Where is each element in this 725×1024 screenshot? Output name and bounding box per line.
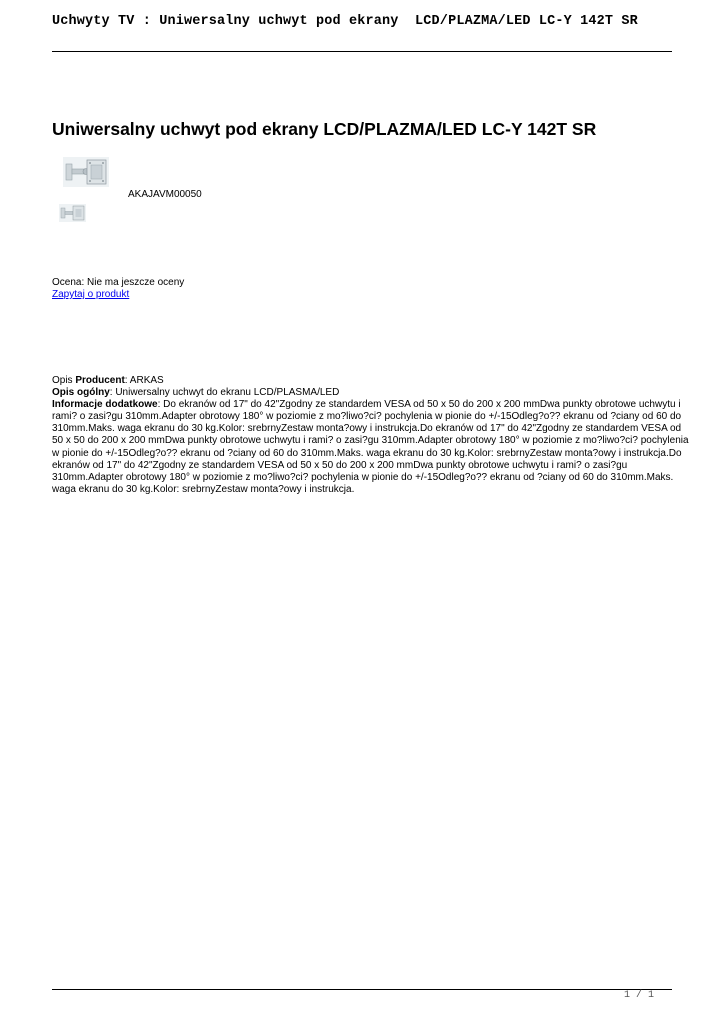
additional-info-text: ekranów od 17" do 42"Zgodny ze standardem VESA od 50 x 50 do 200 x 200 mmDwa punkty obrotowe uchwytu i rami? o zasi?gu xyxy=(52,459,628,471)
vesa-hole xyxy=(89,162,91,164)
product-code: AKAJAVM00050 xyxy=(128,189,202,200)
description-line-producer xyxy=(52,375,674,387)
vesa-hole xyxy=(89,180,91,182)
tv-wall-mount-image[interactable] xyxy=(63,157,109,187)
additional-info-text: 310mm.Maks. waga ekranu do 30 kg.Kolor: srebrnyZestaw monta?owy i instrukcja.Do ekranów od 17" do 42"Zgodny ze standardem VESA od xyxy=(52,423,682,435)
additional-info-text: 50 x 50 do 200 x 200 mmDwa punkty obrotowe uchwytu i rami? o zasi?gu 310mm.Adapter obrotowy 180° w poziomie z mo?liwo?ci? pochylenia xyxy=(52,435,689,447)
additional-info-text: : Do ekranów od 17" do 42"Zgodny ze standardem VESA od 50 x 50 do 200 x 200 mmDwa punkty obrotowe uchwytu i xyxy=(157,399,681,411)
vesa-hole xyxy=(102,162,104,164)
tv-wall-mount-thumbnail[interactable] xyxy=(59,204,86,222)
additional-info-text: rami? o zasi?gu 310mm.Adapter obrotowy 180° w poziomie z mo?liwo?ci? pochylenia w pionie do +/-15Odleg?o?? ekranu od ?ciany od 60 do xyxy=(52,411,682,423)
vesa-plate-inner xyxy=(91,165,102,179)
header-divider xyxy=(52,51,672,52)
general-description-label: Opis ogólny xyxy=(52,387,110,399)
rating-text: Ocena: Nie ma jeszcze oceny xyxy=(52,277,185,288)
wall-plate xyxy=(66,164,72,180)
additional-info-text: waga ekranu do 30 kg.Kolor: srebrnyZestaw monta?owy i instrukcja. xyxy=(52,483,355,495)
product-title: Uniwersalny uchwyt pod ekrany LCD/PLAZMA/LED LC-Y 142T SR xyxy=(52,119,597,139)
page-number: 1 / 1 xyxy=(624,990,655,1001)
additional-info-text: 310mm.Adapter obrotowy 180° w poziomie z mo?liwo?ci? pochylenia w pionie do +/-15Odleg?o?? ekranu od ?ciany od 60 do 310mm.Maks. xyxy=(52,471,674,483)
producer-value: : ARKAS xyxy=(124,375,164,386)
additional-info-text: w pionie do +/-15Odleg?o?? ekranu od ?ciany od 60 do 310mm.Maks. waga ekranu do 30 kg.Kolor: srebrnyZestaw monta?owy i instrukcja.Do xyxy=(52,447,682,459)
opis-prefix: Opis xyxy=(52,375,76,386)
vesa-plate-inner xyxy=(76,209,82,217)
additional-info-label: Informacje dodatkowe xyxy=(52,399,158,411)
general-description-value: : Uniwersalny uchwyt do ekranu LCD/PLASMA/LED xyxy=(109,387,340,399)
page-header: Uchwyty TV : Uniwersalny uchwyt pod ekrany LCD/PLAZMA/LED LC-Y 142T SR xyxy=(52,14,638,29)
ask-about-product-link[interactable]: Zapytaj o produkt xyxy=(52,289,130,300)
wall-plate xyxy=(61,208,65,218)
producer-label: Producent xyxy=(75,375,125,386)
product-description xyxy=(52,375,689,496)
description-line-general xyxy=(52,387,674,399)
mount-arm xyxy=(65,212,73,215)
footer-divider xyxy=(52,989,672,990)
vesa-hole xyxy=(102,180,104,182)
description-line-additional xyxy=(52,399,681,411)
